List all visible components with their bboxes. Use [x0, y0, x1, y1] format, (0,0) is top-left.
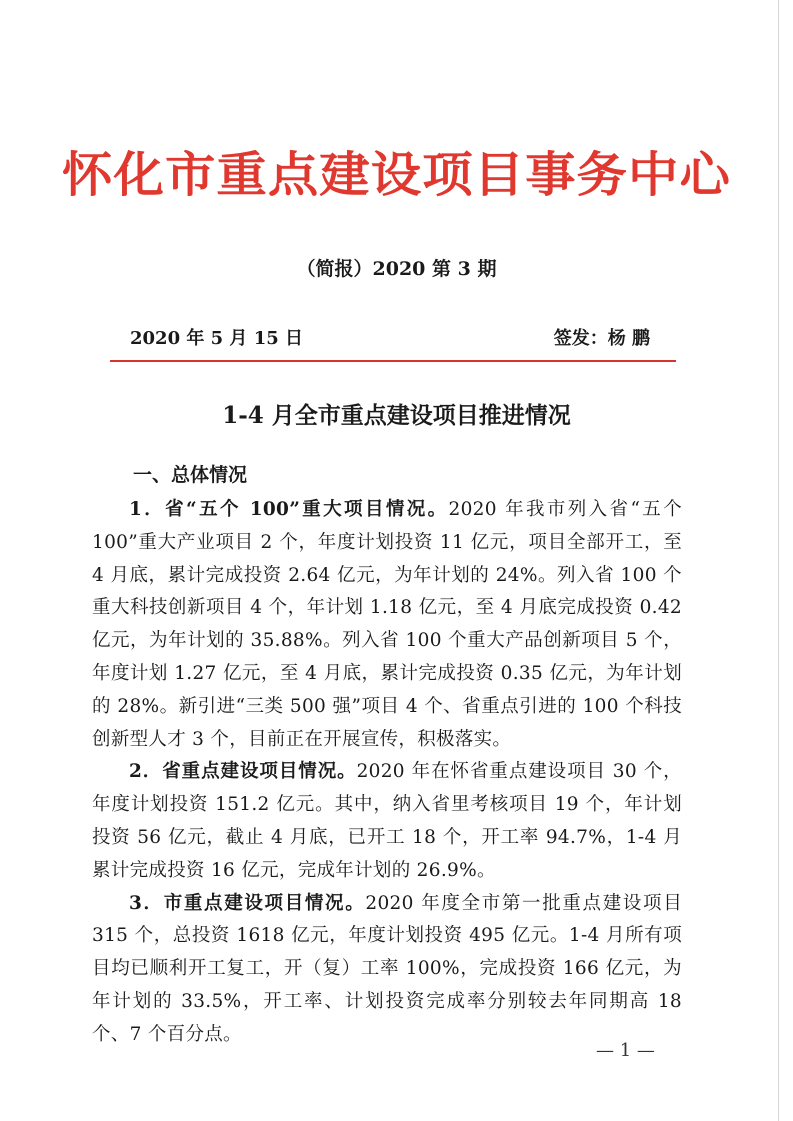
signer: 签发：杨 鹏 — [553, 328, 650, 349]
red-divider — [110, 360, 676, 362]
paragraph-text: 2020 年我市列入省“五个 100”重大产业项目 2 个，年度计划投资 11 亿元，项目全部开工，至 4 月底，累计完成投资 2.64 亿元，为年计划的 24%。列入省 100 个重大科技创新项目 4 个，年计划 1.18 亿元，至 4 月底完成投资 0.42 亿元，为年计划的 35.88%。列入省 100 个重大产品创新项目 5 个，年度计划 1.27 亿元，至 4 月底，累计完成投资 0.35 亿元，为年计划的 28%。新引进“三类 500 强”项目 4 个、省重点引进的 100 个科技创新型人才 3 个，目前正在开展宣传，积极落实。 — [92, 499, 682, 750]
page-number: — 1 — — [596, 1040, 655, 1061]
paragraph-text: 2020 年度全市第一批重点建设项目 315 个，总投资 1618 亿元，年度计划投资 495 亿元。1-4 月所有项目均已顺利开工复工，开（复）工率 100%，完成投资 166 亿元，为年计划的 33.5%，开工率、计划投资完成率分别较去年同期高 18 个、7 个百分点。 — [92, 892, 682, 1045]
report-title: 1-4 月全市重点建设项目推进情况 — [222, 402, 571, 429]
paragraph-lead: 1．省“五个 100”重大项目情况。 — [129, 499, 449, 520]
paragraph-lead: 3．市重点建设项目情况。 — [129, 892, 366, 914]
section-heading: 一、总体情况 — [133, 464, 248, 486]
report-body — [92, 494, 682, 1052]
masthead-title: 怀化市重点建设项目事务中心 — [62, 147, 731, 203]
paragraph-text: 2020 年在怀省重点建设项目 30 个，年度计划投资 151.2 亿元。其中，纳入省里考核项目 19 个，年计划投资 56 亿元，截止 4 月底，已开工 18 个，开工率 94.7%，1-4 月累计完成投资 16 亿元，完成年计划的 26.9%。 — [92, 761, 682, 881]
paragraph-lead: 2．省重点建设项目情况。 — [129, 761, 357, 783]
issue-number: （简报）2020 第 3 期 — [296, 258, 497, 280]
paragraph-city-key-projects — [92, 888, 682, 1052]
issue-date: 2020 年 5 月 15 日 — [130, 328, 304, 349]
paragraph-provincial-five-100 — [92, 494, 682, 756]
issue-meta-row — [130, 326, 650, 352]
paragraph-provincial-key-projects — [92, 756, 682, 887]
